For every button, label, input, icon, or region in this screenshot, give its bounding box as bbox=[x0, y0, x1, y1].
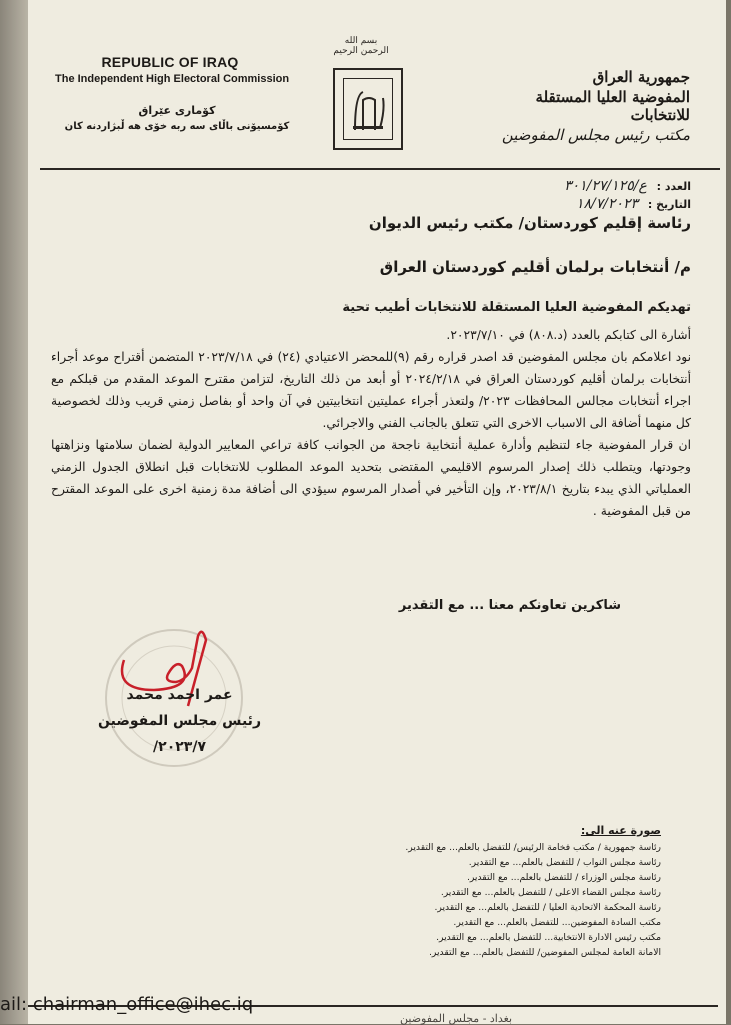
photo-background bbox=[0, 0, 28, 1024]
kurdish-header-commission: كۆمسیۆنی باڵای سه ربه خۆی هه ڵبژاردنه كان bbox=[64, 121, 290, 132]
english-header-country: REPUBLIC OF IRAQ bbox=[101, 54, 239, 70]
copies-list-item: رئاسة مجلس الوزراء / للتفضل بالعلم... مع التقدير. bbox=[466, 872, 661, 883]
kurdish-header bbox=[52, 104, 302, 132]
greeting: تهديكم المفوضية العليا المستقلة للانتخابات أطيب تحية bbox=[342, 300, 691, 315]
body-paragraph-decision: نود اعلامكم بان مجلس المفوضين قد اصدر قراره رقم (٩)للمحضر الاعتيادي (٢٤) في ٢٠٢٣/٧/١٨ المتضمن أقتراح موعد أجراء أنتخابات برلمان أقليم كوردستان العراق في ٢٠٢٤/٢/١٨ أو أبعد من ذلك التاريخ، لتزامن مقترح الموعد المقدم من قبلكم مع اجراء أنتخابات مجالس المحافظات ٢٠٢٣/ ولتعذر أجراء عمليتين انتخابيتين في آن واحد أو بفاصل زمني قريب وذلك لخصوصية كل منهما أضافة الى الاسباب الاخرى التي تتعلق بالجانب الفني والاجرائي. bbox=[51, 350, 692, 430]
body-paragraph-reference: أشارة الى كتابكم بالعدد (د.٨٠٨) في ٢٠٢٣/٧/١٠. bbox=[446, 328, 691, 342]
english-header bbox=[55, 54, 290, 85]
arabic-header-country: جمهورية العراق bbox=[592, 68, 690, 86]
logo-mark-icon bbox=[335, 70, 401, 148]
copies-list-item: رئاسة مجلس النواب / للتفضل بالعلم... مع التقدير. bbox=[468, 857, 661, 868]
copies-list-item: مكتب السادة المفوضين... للتفضل بالعلم... مع التقدير. bbox=[453, 917, 661, 928]
body-paragraph-rationale: ان قرار المفوضية جاء لتنظيم وأدارة عملية أنتخابية ناجحة من الجوانب كافة تراعي المعايير الدولية لضمان سلامتها ونزاهتها وجودتها، ويتطلب ذلك إصدار المرسوم الاقليمي المقتضى بتحديد الموعد المطلوب للانتخابات قبل انطلاق الجدول الزمني العملياتي الذي يبدء بتاريخ ٢٠٢٣/٨/١، وإن التأخير في أصدار المرسوم سيؤدي الى أضافة مدة زمنية اخرى على الموعد المقترح من قبل المفوضية . bbox=[51, 438, 691, 518]
copies-heading: صورة عنه الى: bbox=[580, 824, 661, 837]
copies-list-item: رئاسة جمهورية / مكتب فخامة الرئيس/ للتفضل بالعلم... مع التقدير. bbox=[405, 842, 661, 853]
copies-list-item: الامانة العامة لمجلس المفوضين/ للتفضل بالعلم... مع التقدير. bbox=[428, 947, 661, 958]
arabic-header bbox=[478, 68, 690, 144]
reference-number bbox=[564, 178, 691, 194]
reference-date bbox=[576, 196, 691, 212]
signer-title: رئيس مجلس المفوضين bbox=[98, 713, 261, 729]
signer-name: عمر احمد محمد bbox=[126, 687, 233, 703]
reference-number-value: ع/٣٠١/٢٧/١٢٥ bbox=[564, 178, 647, 194]
english-header-commission: The Independent High Electoral Commission bbox=[55, 73, 290, 85]
copies-list-item: مكتب رئيس الادارة الانتخابية... للتفضل بالعلم... مع التقدير. bbox=[436, 932, 661, 943]
basmala: بسم الله الرحمن الرحيم bbox=[333, 36, 389, 56]
footer-email: ail: chairman_office@ihec.iq bbox=[0, 994, 254, 1015]
header-divider bbox=[40, 168, 720, 170]
copies-list-item: رئاسة المحكمة الاتحادية العليا / للتفضل بالعلم... مع التقدير. bbox=[434, 902, 661, 913]
letter-body bbox=[51, 324, 691, 522]
footer-address: بغداد - مجلس المفوضين bbox=[400, 1012, 513, 1025]
kurdish-header-country: كۆماری عێراق bbox=[138, 104, 216, 117]
subject: م/ أنتخابات برلمان أقليم كوردستان العراق bbox=[379, 258, 691, 276]
signer-date: ٢٠٢٣/٧/ bbox=[153, 739, 206, 755]
reference-date-label: التاريخ : bbox=[647, 198, 691, 211]
arabic-header-office: مكتب رئيس مجلس المفوضين bbox=[501, 126, 690, 144]
arabic-header-commission: المفوضية العليا المستقلة للانتخابات bbox=[535, 88, 690, 124]
commission-logo bbox=[333, 68, 403, 150]
closing-thanks: شاكرين تعاونكم معنا ... مع التقدير bbox=[398, 598, 621, 613]
copies-list-item: رئاسة مجلس القضاء الاعلى / للتفضل بالعلم... مع التقدير. bbox=[440, 887, 661, 898]
reference-number-label: العدد : bbox=[656, 180, 691, 193]
signer-block bbox=[98, 682, 261, 760]
reference-date-value: ١٨/٧/٢٠٢٣ bbox=[575, 196, 639, 212]
recipient: رئاسة إقليم كوردستان/ مكتب رئيس الديوان bbox=[368, 214, 691, 232]
copies-list bbox=[405, 840, 661, 960]
